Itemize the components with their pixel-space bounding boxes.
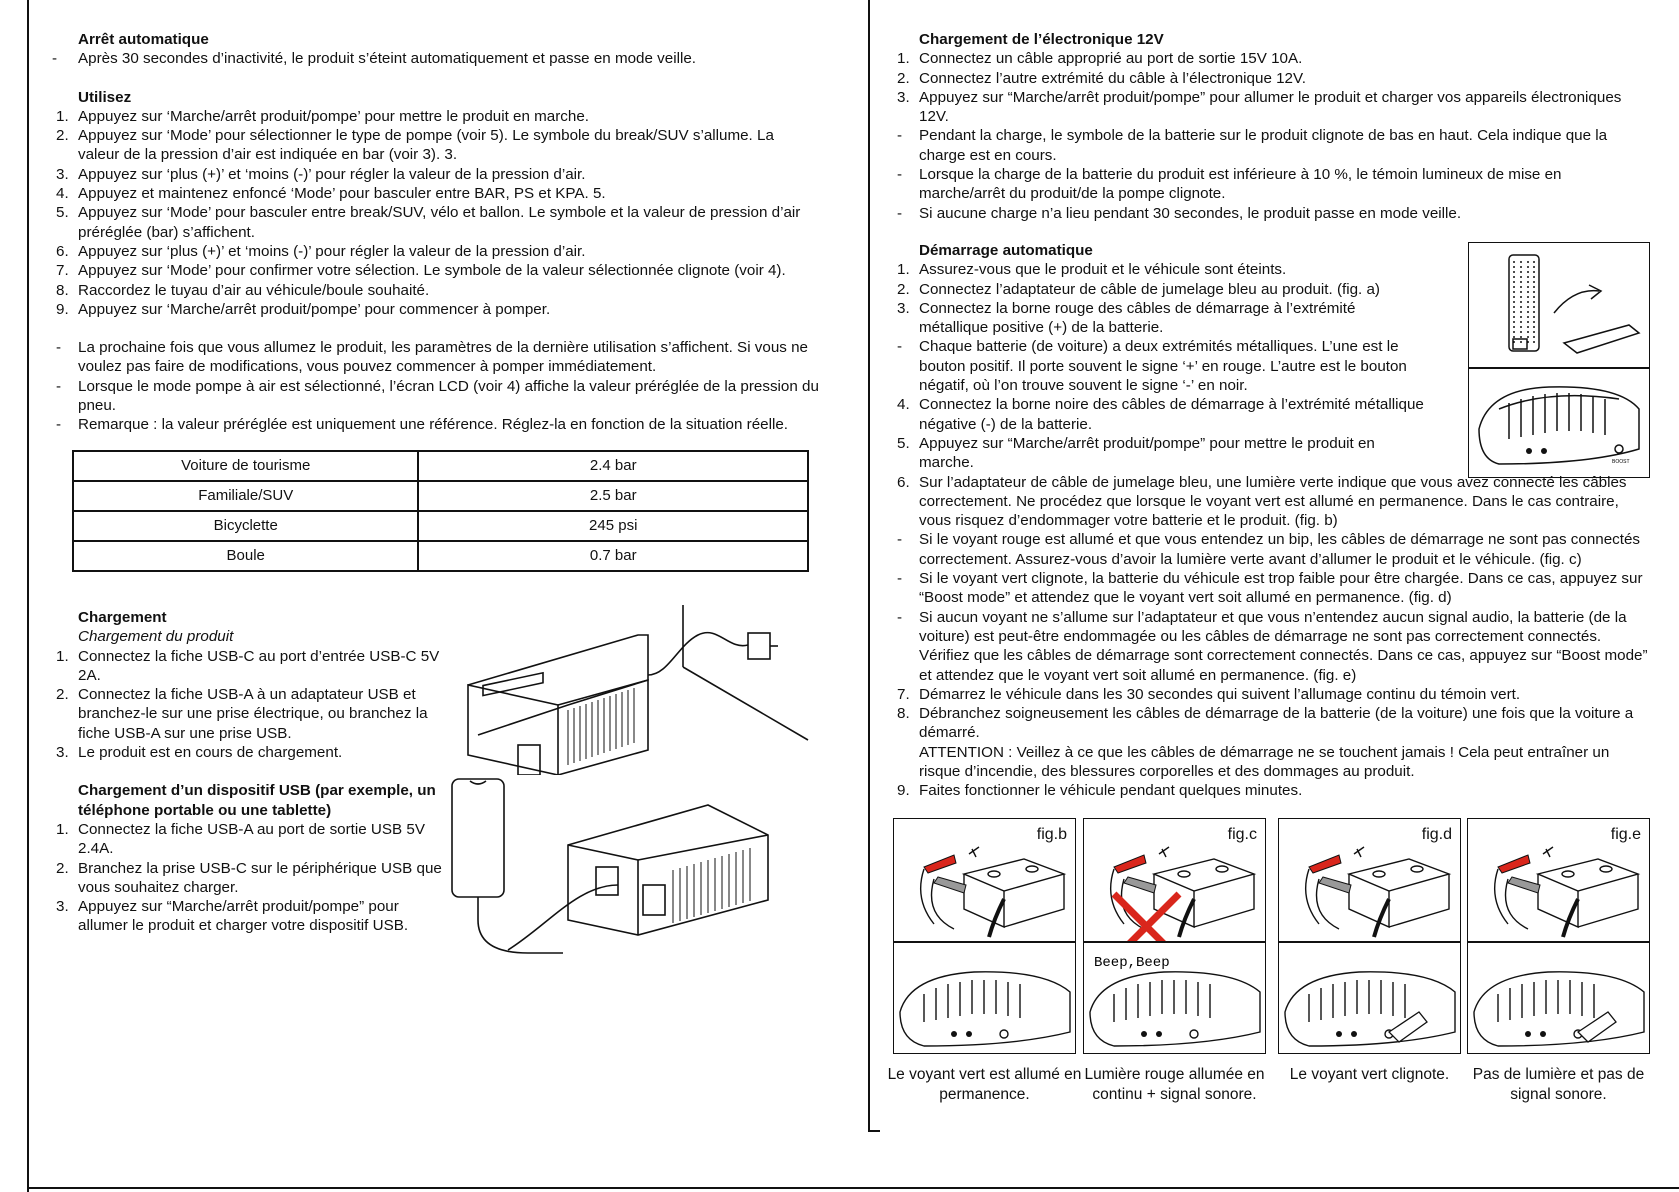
right-column [870,30,1650,223]
figure-label: fig.b [1036,826,1067,843]
list-item: 9. Faites fonctionner le véhicule pendant quelques minutes. [897,782,1303,800]
list-item: 5. Appuyez sur “Marche/arrêt produit/pompe” pour mettre le produit en marche. [897,434,1375,472]
vehicle-type-cell: Bicyclette [73,511,418,541]
charging-steps-list [29,647,449,763]
jump-adapter-status-illustration [894,942,1075,1053]
usb-device-title: Chargement d’un dispositif USB (par exemple, un téléphone portable ou une tablette) [78,782,436,819]
list-item: 3. Appuyez sur “Marche/arrêt produit/pompe” pour allumer le produit et charger votre dispositif USB. [56,898,409,935]
vehicle-type-cell: Boule [73,541,418,571]
figure-top-box [893,818,1076,943]
boost-label: BOOST [1612,459,1630,465]
list-item: 2. Branchez la prise USB-C sur le périphérique USB que vous souhaitez charger. [56,859,442,896]
figure-bottom-box [893,941,1076,1054]
list-item: - Après 30 secondes d’inactivité, le produit s’éteint automatiquement et passe en mode veille. [52,50,696,68]
figure-label: fig.d [1421,826,1452,843]
list-item: 1. Connectez un câble approprié au port de sortie 15V 10A. [897,50,1303,68]
figure-caption: Pas de lumière et pas de signal sonore. [1472,1066,1645,1103]
list-item: - Si le voyant rouge est allumé et que vous entendez un bip, les câbles de démarrage ne sont pas connectés correctement. Assurez-vous d’avoir la lumière verte avant d’allumer le produit et le véhicule. (fig. c) [897,531,1641,568]
use-title: Utilisez [78,88,132,106]
list-item: - Remarque : la valeur préréglée est uniquement une référence. Réglez-la en fonction de la situation réelle. [56,416,789,434]
auto-off-title: Arrêt automatique [78,31,209,48]
list-item: - Si aucun voyant ne s’allume sur l’adaptateur et que vous n’entendez aucun signal audio, la batterie (de la voiture) est peut-être endommagée ou les câbles de démarrage ne sont pas correctement connectés. Vérifiez que les câbles de démarrage sont correctement connectés. Dans ce cas, appuyez sur “Boost mode” et attendez que le voyant vert soit allumé en permanence. (fig. e) [897,608,1648,684]
list-item: 8. Débranchez soigneusement les câbles de démarrage de la batterie (de la voiture) une fois que la voiture a démarré. [897,705,1634,742]
table-row [73,541,808,571]
list-item: - Si le voyant vert clignote, la batterie du véhicule est trop faible pour être chargée. Dans ce cas, appuyez sur “Boost mode” et attendez que le voyant vert soit allumé en permanence. (fig. d) [897,570,1643,607]
list-item: 6. Appuyez sur ‘plus (+)’ et ‘moins (-)’ pour régler la valeur de la pression d’air. [56,242,586,260]
use-notes-list [29,338,819,434]
figure-bottom-box [1083,941,1266,1054]
jump-adapter-illustration [1469,369,1649,477]
usb-steps-list [29,820,449,936]
list-item: 3. Appuyez sur ‘plus (+)’ et ‘moins (-)’ pour régler la valeur de la pression d’air. [56,165,586,183]
list-item: - Chaque batterie (de voiture) a deux extrémités métalliques. L’une est le bouton positif. Il porte souvent le signe ‘+’ en rouge. L’autre est le bouton négatif, où l’on trouve souvent le signe ‘-’ en noir. [897,338,1407,395]
list-item: 7. Appuyez sur ‘Mode’ pour confirmer votre sélection. Le symbole de la valeur sélectionnée clignote (voir 4). [56,262,786,280]
list-item: 4. Appuyez et maintenez enfoncé ‘Mode’ pour basculer entre BAR, PS et KPA. 5. [56,185,606,203]
figure-label: fig.e [1610,826,1641,843]
figure-caption: Le voyant vert clignote. [1289,1066,1450,1083]
figure-bottom-box [1467,941,1650,1054]
jump-adapter-status-illustration [1279,942,1460,1053]
table-row [73,451,808,481]
list-item: - Lorsque le mode pompe à air est sélectionné, l’écran LCD (voir 4) affiche la valeur préréglée de la pression du pneu. [56,377,819,415]
charging-subtitle: Chargement du produit [78,628,234,646]
list-item: 6. Sur l’adaptateur de câble de jumelage bleu, une lumière verte indique que vous avez connecté les câbles correctement. Ne procédez que lorsque le voyant vert est allumé en permanence. Dans le cas contraire, vous risquez d’endommager votre batterie et le produit. (fig. b) [897,473,1627,530]
jump-adapter-status-illustration [1084,942,1265,1053]
vehicle-type-cell: Voiture de tourisme [73,451,418,481]
charging-section [29,608,449,936]
jump-adapter-status-illustration [1468,942,1649,1053]
list-item: 2. Appuyez sur ‘Mode’ pour sélectionner le type de pompe (voir 5). Le symbole du break/SUV s’allume. La valeur de la pression d’air est indiquée en bar (voir 3). 3. [56,127,774,164]
list-item: 1. Assurez-vous que le produit et le véhicule sont éteints. [897,261,1287,279]
charge12v-notes-list [870,126,1650,222]
table-row [73,511,808,541]
figure-top-box [1083,818,1266,943]
page-frame-bottom [27,1187,1679,1189]
product-adapter-illustration [1469,243,1649,367]
usb-device-charging-illustration [448,775,818,965]
list-item: - Si aucune charge n’a lieu pendant 30 secondes, le produit passe en mode veille. [897,204,1462,222]
list-item: 3. Le produit est en cours de chargement. [56,744,343,762]
list-item: 7. Démarrez le véhicule dans les 30 secondes qui suivent l’allumage continu du témoin vert. [897,685,1521,703]
pressure-value-cell: 2.4 bar [418,451,808,481]
figure-top-box [1278,818,1461,943]
pressure-table [72,450,809,572]
list-item: 2. Connectez l’adaptateur de câble de jumelage bleu au produit. (fig. a) [897,280,1380,298]
jumpstart-title: Démarrage automatique [919,242,1093,259]
list-item: - La prochaine fois que vous allumez le produit, les paramètres de la dernière utilisation s’affichent. Si vous ne voulez pas faire de modifications, vous pouvez commencer à pomper immédiatement. [56,339,808,376]
list-item: 9. Appuyez sur ‘Marche/arrêt produit/pompe’ pour commencer à pomper. [56,300,551,318]
figure-label: fig.c [1227,826,1257,843]
figure-top-box [1467,818,1650,943]
pressure-value-cell: 0.7 bar [418,541,808,571]
left-column [29,30,819,435]
column-divider-foot [868,1130,880,1132]
list-item: - Lorsque la charge de la batterie du produit est inférieure à 10 %, le témoin lumineux de mise en marche/arrêt du produit/de la pompe clignote. [897,166,1562,203]
charge12v-steps-list [870,49,1650,126]
fig-a-top [1468,242,1650,368]
table-row [73,481,808,511]
vehicle-type-cell: Familiale/SUV [73,481,418,511]
charging-title: Chargement [78,609,167,626]
list-item: 3. Appuyez sur “Marche/arrêt produit/pompe” pour allumer le produit et charger vos appareils électroniques 12V. [897,88,1622,126]
list-item: 5. Appuyez sur ‘Mode’ pour basculer entre break/SUV, vélo et ballon. Le symbole et la valeur de pression d’air préréglée (bar) s’affichent. [56,204,801,241]
list-item: 8. Raccordez le tuyau d’air au véhicule/boule souhaité. [56,281,430,299]
charge12v-title: Chargement de l’électronique 12V [919,31,1164,48]
beep-text: Beep,Beep [1094,955,1170,971]
list-item: - Pendant la charge, le symbole de la batterie sur le produit clignote de bas en haut. Cela indique que la charge est en cours. [897,127,1608,164]
figure-caption: Le voyant vert est allumé en permanence. [887,1066,1082,1103]
list-item: 1. Connectez la fiche USB-A au port de sortie USB 5V 2.4A. [56,820,425,858]
list-item: ATTENTION : Veillez à ce que les câbles de démarrage ne se touchent jamais ! Cela peut entraîner un risque d’incendie, des blessures corporelles et des dommages au produit. [919,743,1610,781]
list-item: 3. Connectez la borne rouge des câbles de démarrage à l’extrémité métallique positive (+) de la batterie. [897,299,1356,337]
figure-bottom-box [1278,941,1461,1054]
use-steps-list [29,107,819,319]
list-item: 4. Connectez la borne noire des câbles de démarrage à l’extrémité métallique négative (-) de la batterie. [897,396,1424,433]
list-item: 2. Connectez l’autre extrémité du câble à l’électronique 12V. [897,69,1306,87]
list-item: 1. Connectez la fiche USB-C au port d’entrée USB-C 5V 2A. [56,647,440,684]
pressure-value-cell: 2.5 bar [418,481,808,511]
list-item: 1. Appuyez sur ‘Marche/arrêt produit/pompe’ pour mettre le produit en marche. [56,107,589,125]
list-item: 2. Connectez la fiche USB-A à un adaptateur USB et branchez-le sur une prise électrique, ou branchez la fiche USB-A sur une prise USB. [56,686,428,742]
figure-caption: Lumière rouge allumée en continu + signal sonore. [1084,1066,1265,1103]
fig-a-bottom [1468,368,1650,478]
pressure-value-cell: 245 psi [418,511,808,541]
